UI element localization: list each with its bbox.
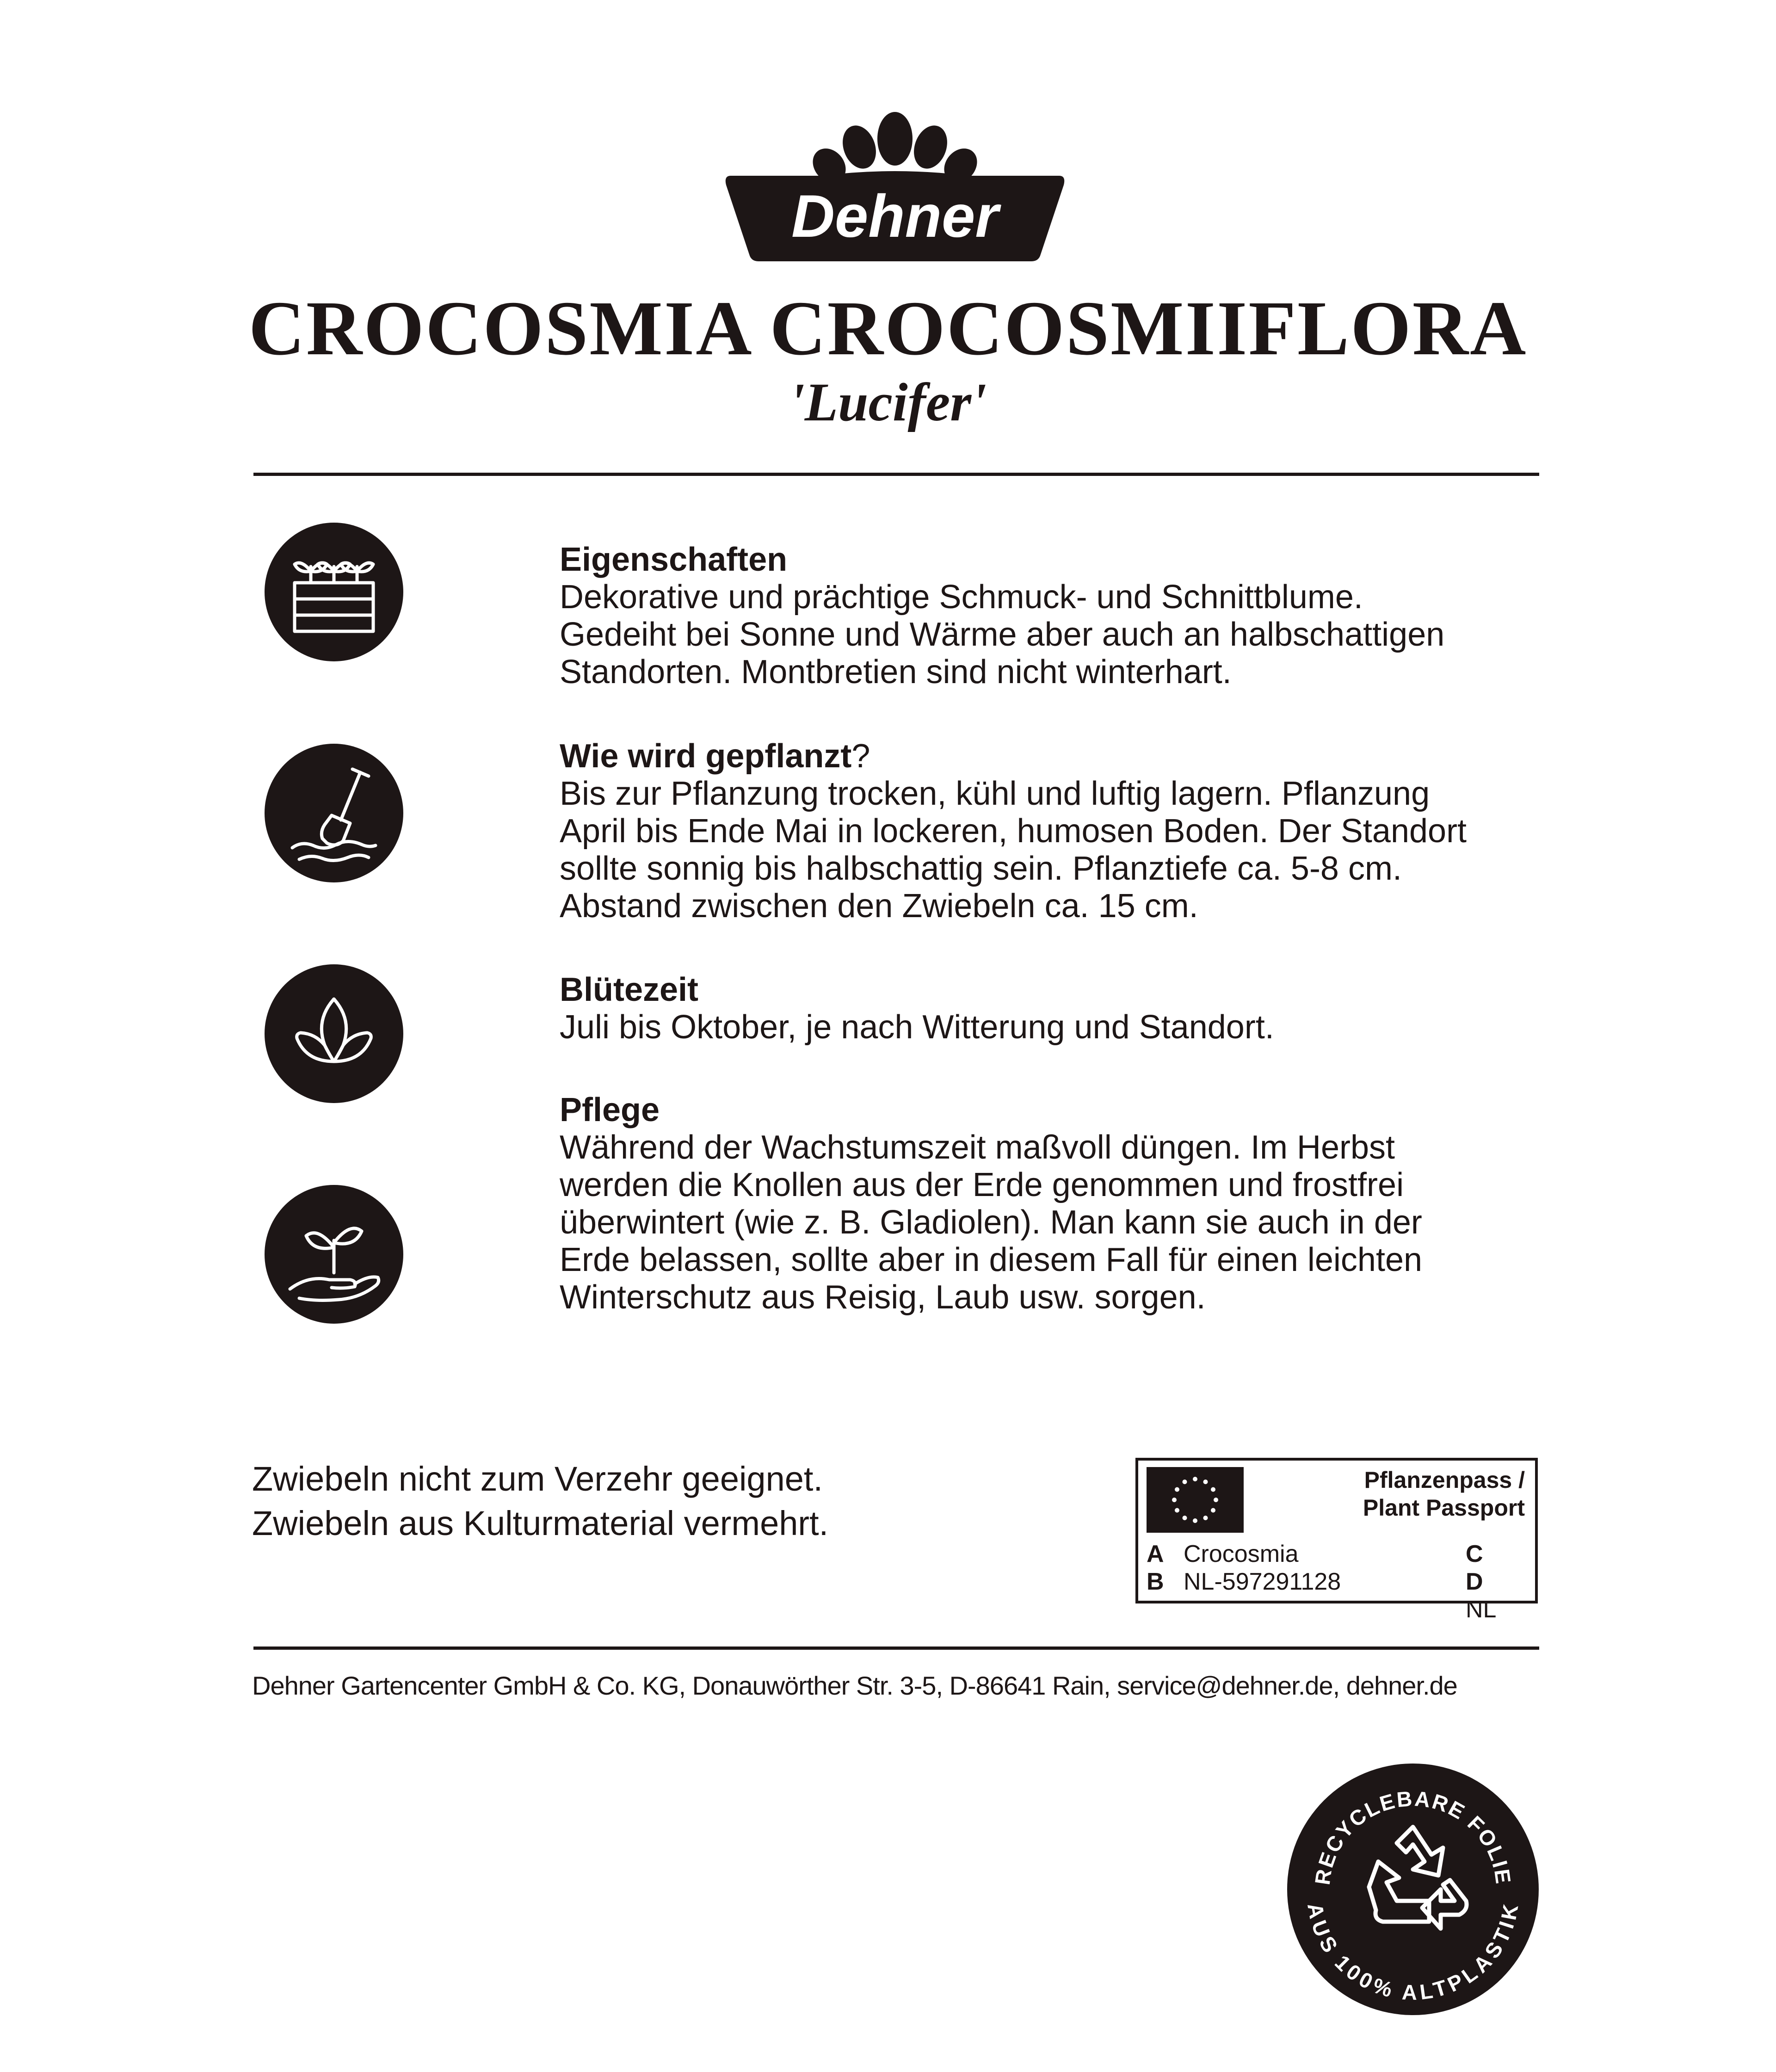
eu-star xyxy=(1183,1480,1187,1484)
section-line: Abstand zwischen den Zwiebeln ca. 15 cm. xyxy=(560,888,1198,925)
passport-value-b: NL-597291128 xyxy=(1184,1568,1341,1595)
eu-star xyxy=(1203,1516,1208,1520)
section-line: überwintert (wie z. B. Gladiolen). Man kann sie auch in der xyxy=(560,1204,1422,1241)
eu-star xyxy=(1203,1480,1208,1484)
flower-logo-icon xyxy=(722,111,1068,264)
passport-label-a: A xyxy=(1147,1541,1164,1567)
passport-row-ac xyxy=(1147,1540,1530,1568)
section-heading: Blütezeit xyxy=(560,971,699,1008)
section-line: Gedeiht bei Sonne und Wärme aber auch an halbschattigen xyxy=(560,616,1445,653)
section-line: Dekorative und prächtige Schmuck- und Schnittblume. xyxy=(560,579,1363,616)
shovel-soil-icon xyxy=(265,744,403,882)
plant-passport xyxy=(1135,1458,1538,1623)
section-line: werden die Knollen aus der Erde genommen und frostfrei xyxy=(560,1166,1404,1203)
eu-star xyxy=(1172,1498,1177,1502)
section-pflanzung xyxy=(560,738,1568,925)
section-eigenschaften xyxy=(560,541,1568,691)
eu-star xyxy=(1214,1498,1218,1502)
passport-value-d: NL xyxy=(1466,1596,1497,1623)
divider-bottom xyxy=(253,1646,1539,1650)
eu-star xyxy=(1193,1518,1197,1523)
section-heading-text: Wie wird gepflanzt xyxy=(560,738,852,775)
section-line: sollte sonnig bis halbschattig sein. Pflanztiefe ca. 5-8 cm. xyxy=(560,850,1402,887)
product-title: CROCOSMIA CROCOSMIIFLORA xyxy=(248,285,1528,371)
passport-label-c: C xyxy=(1466,1541,1483,1567)
lotus-flower-icon xyxy=(265,964,403,1103)
section-heading xyxy=(560,738,1568,775)
recycle-top-text: RECYCLEBARE FOLIE xyxy=(1310,1786,1516,1887)
eu-flag-icon xyxy=(1147,1467,1244,1533)
section-line: Juli bis Oktober, je nach Witterung und Standort. xyxy=(560,1009,1274,1046)
section-line: Bis zur Pflanzung trocken, kühl und luftig lagern. Pflanzung xyxy=(560,775,1430,812)
section-bluetezeit xyxy=(560,971,1568,1046)
section-line: Standorten. Montbretien sind nicht winterhart. xyxy=(560,654,1232,691)
eu-star xyxy=(1211,1487,1215,1492)
section-heading: Eigenschaften xyxy=(560,541,788,578)
plant-in-hand-icon xyxy=(265,1185,403,1324)
eu-star xyxy=(1193,1477,1197,1481)
passport-row-bd xyxy=(1147,1568,1530,1623)
divider-top xyxy=(253,473,1539,476)
section-line: Erde belassen, sollte aber in diesem Fall für einen leichten xyxy=(560,1241,1423,1278)
passport-label-d: D xyxy=(1466,1568,1483,1595)
notes xyxy=(252,1457,828,1546)
company-address: Dehner Gartencenter GmbH & Co. KG, Donauwörther Str. 3-5, D-86641 Rain, service@dehner.de, dehner.de xyxy=(252,1671,1457,1700)
section-heading: Pflege xyxy=(560,1092,660,1128)
eu-star xyxy=(1175,1508,1179,1513)
seedling-crate-icon xyxy=(265,523,403,661)
note-line: Zwiebeln aus Kulturmaterial vermehrt. xyxy=(252,1504,829,1542)
section-heading-suffix: ? xyxy=(851,738,870,775)
product-variety: 'Lucifer' xyxy=(789,372,987,432)
passport-title xyxy=(1363,1466,1525,1522)
eu-star xyxy=(1183,1516,1187,1520)
note-line: Zwiebeln nicht zum Verzehr geeignet. xyxy=(252,1460,823,1498)
passport-title-line: Plant Passport xyxy=(1363,1495,1525,1521)
section-line: Während der Wachstumszeit maßvoll düngen. Im Herbst xyxy=(560,1129,1395,1166)
eu-star xyxy=(1175,1487,1179,1492)
passport-label-b: B xyxy=(1147,1568,1164,1595)
recycle-bottom-text: AUS 100% ALTPLASTIK xyxy=(1303,1901,1523,2005)
dehner-logo xyxy=(722,111,1068,264)
eu-star xyxy=(1211,1508,1215,1513)
passport-value-a: Crocosmia xyxy=(1184,1541,1299,1567)
section-line: Winterschutz aus Reisig, Laub usw. sorgen. xyxy=(560,1279,1206,1316)
logo-wordmark: Dehner xyxy=(791,182,999,250)
recycle-badge xyxy=(1286,1762,1540,2016)
section-pflege xyxy=(560,1092,1568,1316)
passport-title-line: Pflanzenpass / xyxy=(1364,1467,1525,1493)
section-line: April bis Ende Mai in lockeren, humosen Boden. Der Standort xyxy=(560,813,1467,850)
